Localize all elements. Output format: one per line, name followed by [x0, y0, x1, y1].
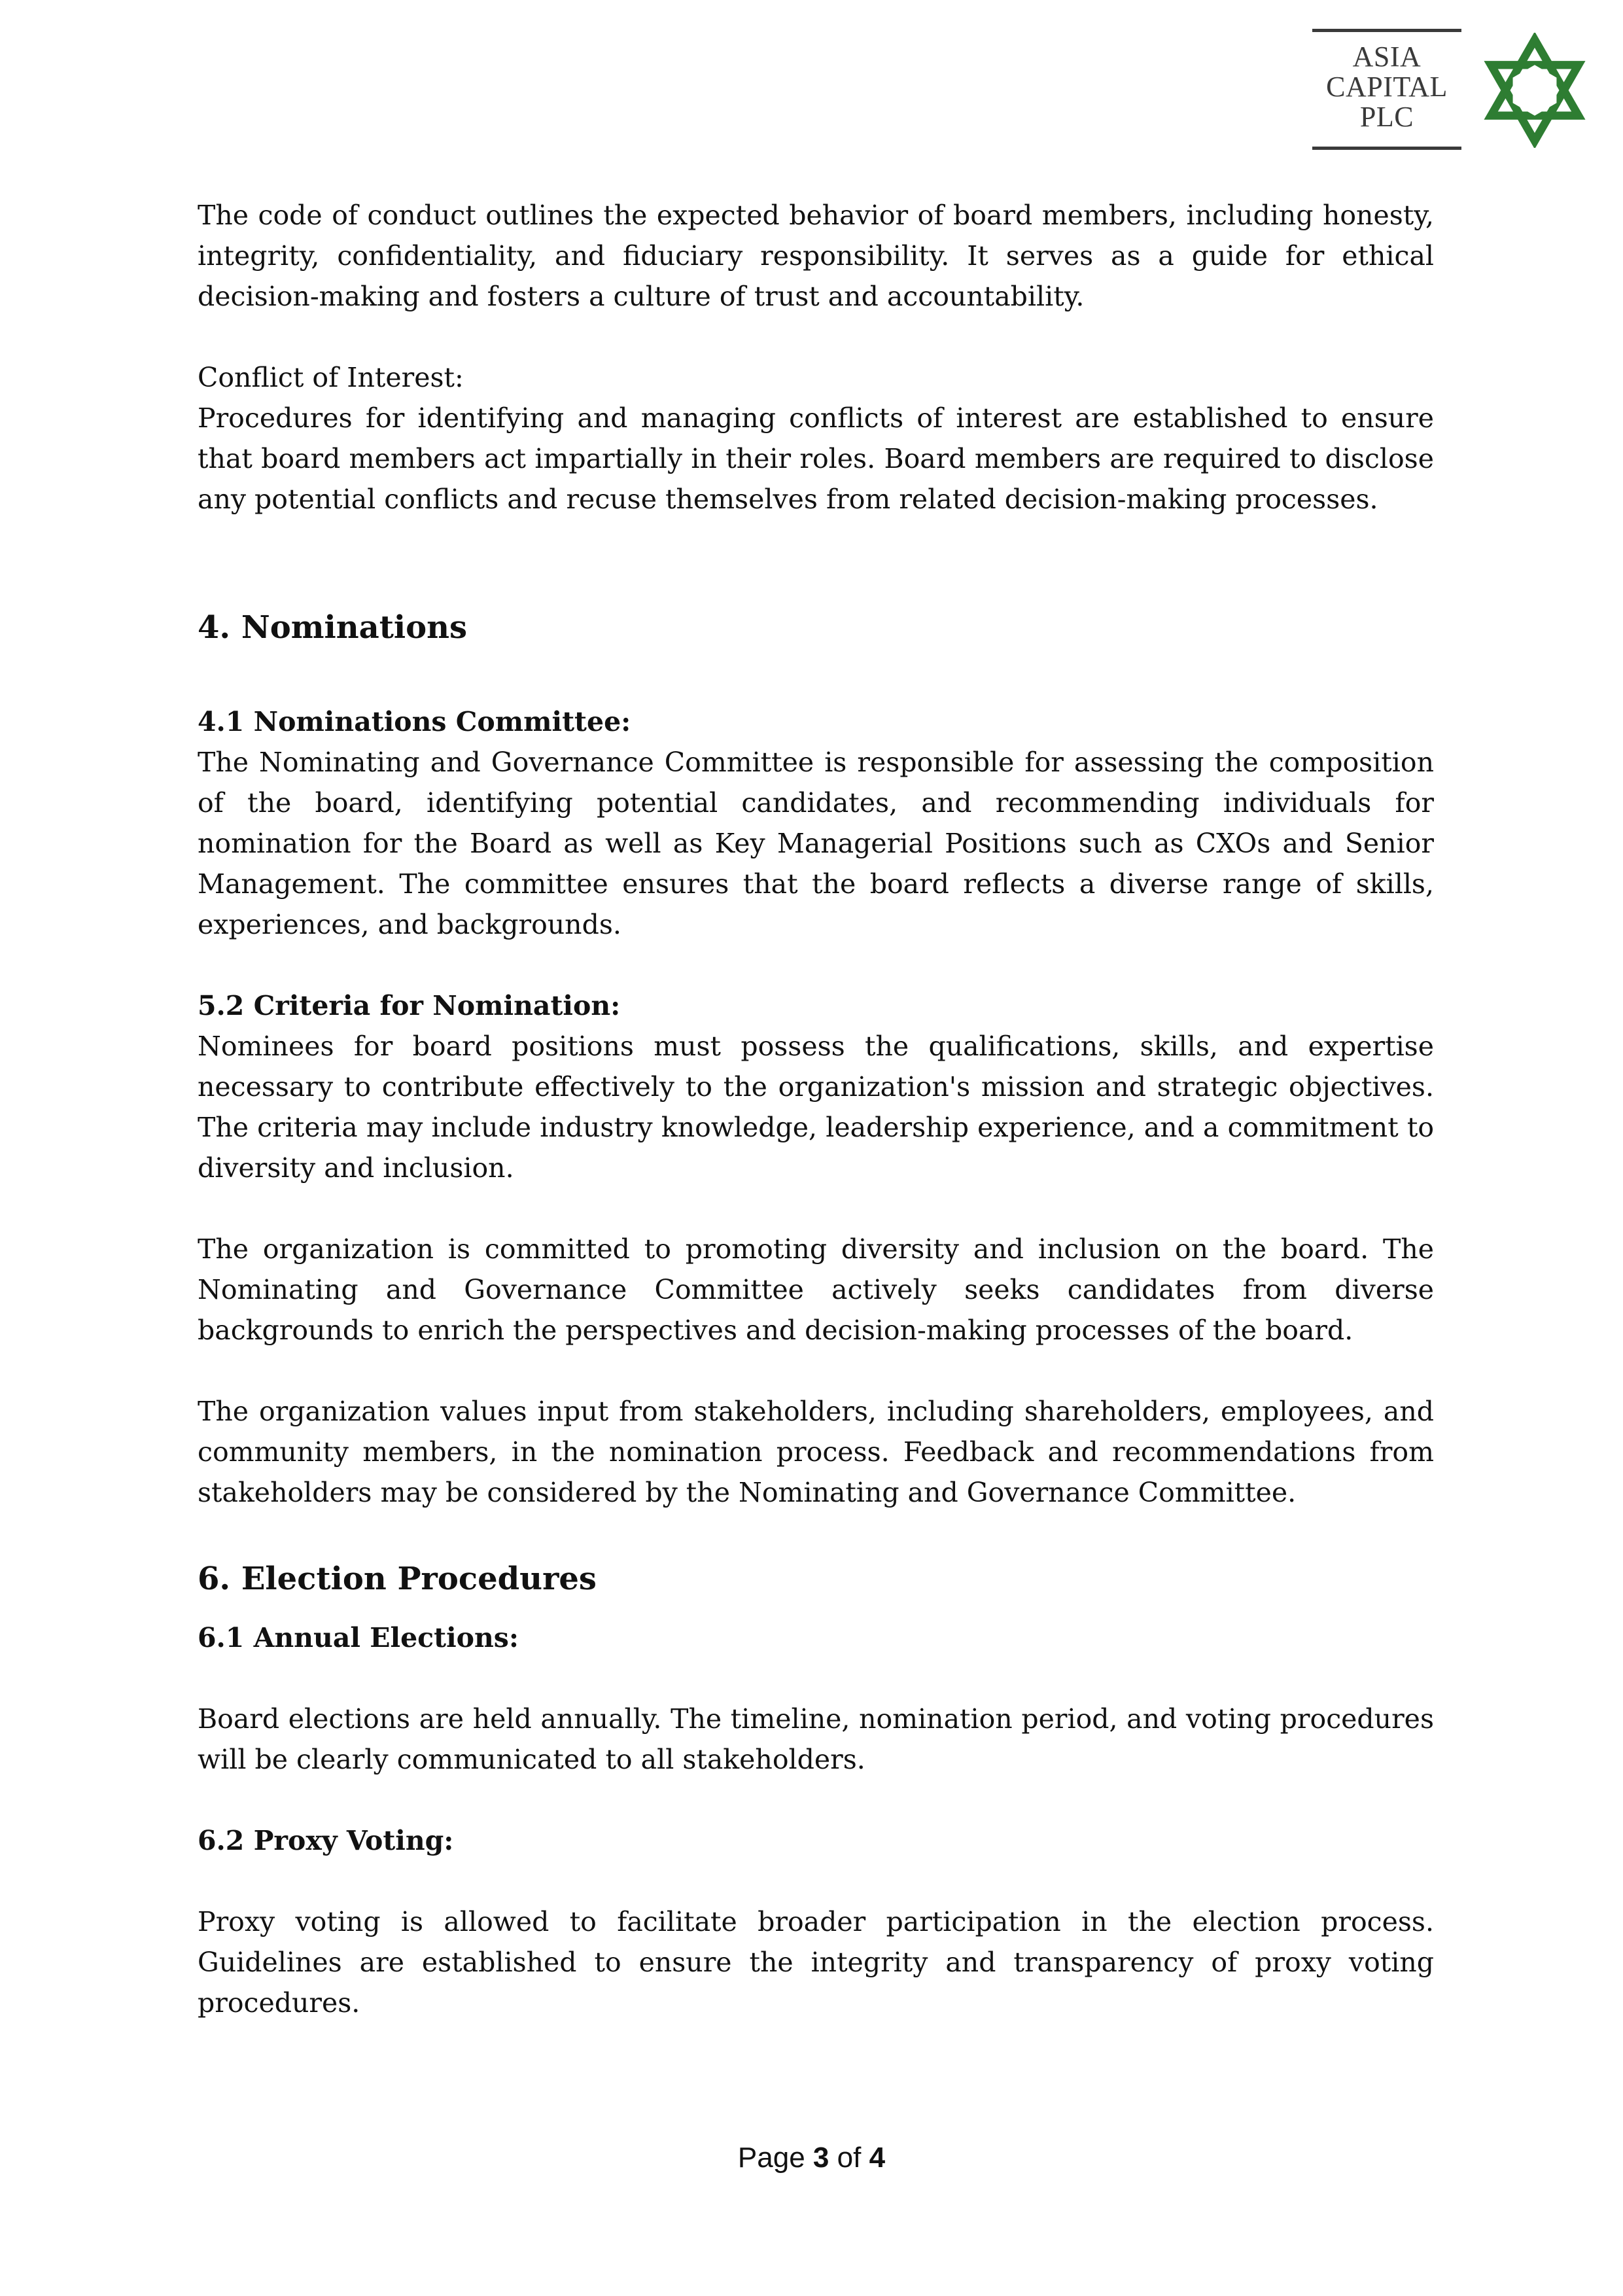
page-word: Page — [737, 2142, 805, 2174]
criteria-for-nomination-heading: 5.2 Criteria for Nomination: — [198, 990, 621, 1021]
conflict-of-interest-paragraph: Procedures for identifying and managing conflicts of interest are established to ensure that board members act impartially in their roles. Board members are required to disclose any potential conflicts and recuse themselves from related decision-making processes. — [198, 402, 1434, 515]
total-page-count: 4 — [869, 2142, 886, 2174]
logo-bottom-rule — [1312, 147, 1461, 150]
company-logo — [1312, 29, 1594, 160]
stakeholder-input-paragraph: The organization values input from stakeholders, including shareholders, employees, and community members, in the nomination process. Feedback and recommendations from stakeholders may be considered by the Nominating and Governance Committee. — [198, 1396, 1434, 1508]
page-number-footer — [0, 2140, 1623, 2176]
section-4-heading: 4. Nominations — [198, 609, 468, 646]
annual-elections-heading: 6.1 Annual Elections: — [198, 1622, 519, 1653]
logo-line-asia: ASIA — [1352, 41, 1422, 73]
of-word: of — [837, 2142, 862, 2174]
section-6-heading: 6. Election Procedures — [198, 1561, 597, 1597]
logo-wordmark — [1312, 42, 1461, 132]
code-of-conduct-paragraph: The code of conduct outlines the expected behavior of board members, including honesty, integrity, confidentiality, and fiduciary responsibility. It serves as a guide for ethical decision-making and fosters a culture of trust and accountability. — [198, 200, 1434, 312]
document-body — [198, 195, 1434, 2023]
proxy-voting-paragraph: Proxy voting is allowed to facilitate broader participation in the election process. Guidelines are established to ensure the integrity and transparency of proxy voting procedures. — [198, 1906, 1434, 2019]
nominations-committee-heading: 4.1 Nominations Committee: — [198, 706, 631, 737]
criteria-for-nomination-paragraph: Nominees for board positions must possess the qualifications, skills, and expertise necessary to contribute effectively to the organization's mission and strategic objectives. The criteria may include industry knowledge, leadership experience, and a commitment to diversity and inclusion. — [198, 1031, 1434, 1184]
current-page-number: 3 — [812, 2142, 829, 2174]
annual-elections-paragraph: Board elections are held annually. The timeline, nomination period, and voting procedures will be clearly communicated to all stakeholders. — [198, 1703, 1434, 1775]
six-point-star-logo-icon — [1477, 33, 1592, 148]
logo-line-capital: CAPITAL — [1326, 71, 1448, 103]
diversity-paragraph: The organization is committed to promoting diversity and inclusion on the board. The Nominating and Governance Committee actively seeks candidates from diverse backgrounds to enrich the perspectives and decision-making processes of the board. — [198, 1233, 1434, 1346]
nominations-committee-paragraph: The Nominating and Governance Committee is responsible for assessing the composition of the board, identifying potential candidates, and recommending individuals for nomination for the Board as well as Key Managerial Positions such as CXOs and Senior Management. The committee ensures that the board reflects a diverse range of skills, experiences, and backgrounds. — [198, 747, 1434, 940]
proxy-voting-heading: 6.2 Proxy Voting: — [198, 1825, 454, 1856]
conflict-of-interest-label: Conflict of Interest: — [198, 362, 464, 393]
logo-top-rule — [1312, 29, 1461, 32]
logo-line-plc: PLC — [1359, 101, 1414, 133]
